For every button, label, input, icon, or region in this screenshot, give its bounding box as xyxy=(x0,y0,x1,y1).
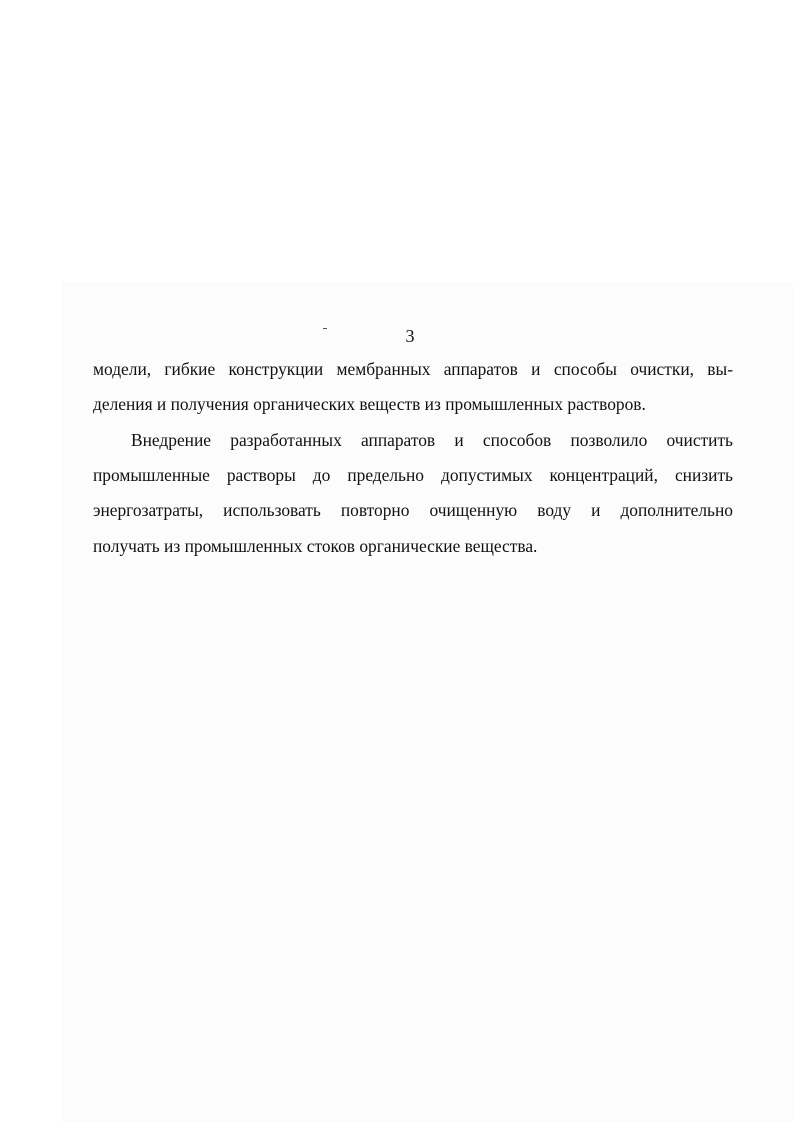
scan-speck xyxy=(323,328,327,329)
paragraph-line: деления и получения органических веществ из промышленных растворов. xyxy=(93,394,646,414)
paragraph-line: модели, гибкие конструкции мембранных аппаратов и способы очистки, вы- xyxy=(93,359,733,379)
paragraph-line: получать из промышленных стоков органические вещества. xyxy=(93,536,538,556)
page-number: 3 xyxy=(405,326,415,346)
paragraph-line: Внедрение разработанных аппаратов и способов позволило очистить xyxy=(131,430,733,450)
paragraph-line: энергозатраты, использовать повторно очищенную воду и дополнительно xyxy=(93,500,733,520)
paragraph-line: промышленные растворы до предельно допустимых концентраций, снизить xyxy=(93,465,733,485)
